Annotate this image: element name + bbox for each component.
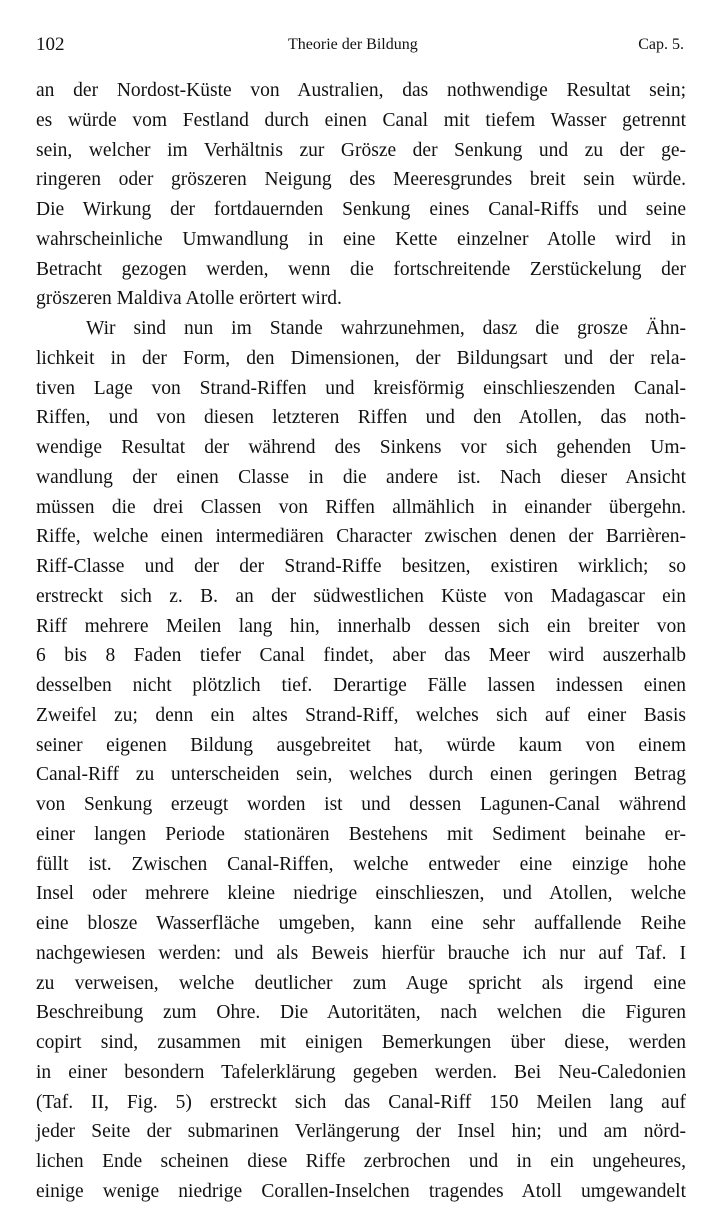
text-line: es würde vom Festland durch einen Canal mit tiefem Wasser getrennt	[36, 109, 686, 131]
paragraph-first-line: Wir sind nun im Stande wahrzunehmen, dasz die grosze Ähn-	[86, 318, 686, 339]
chapter-label: Cap. 5.	[638, 36, 684, 53]
text-line: an der Nordost-Küste von Australien, das nothwendige Resultat sein;	[36, 80, 686, 101]
running-header	[36, 28, 686, 60]
text-line: Riff-Classe und der der Strand-Riffe besitzen, existiren wirklich; so	[36, 556, 686, 577]
text-line: Riffe, welche einen intermediären Character zwischen denen der Barrièren-	[36, 526, 686, 548]
text-line: desselben nicht plötzlich tief. Derartige Fälle lassen indessen einen	[36, 675, 686, 696]
text-line: Canal-Riff zu unterscheiden sein, welches durch einen geringen Betrag	[36, 764, 686, 786]
text-line: wendige Resultat der während des Sinkens vor sich gehenden Um-	[36, 437, 686, 458]
text-line: lichkeit in der Form, den Dimensionen, der Bildungsart und der rela-	[36, 347, 686, 369]
text-line: Riff mehrere Meilen lang hin, innerhalb dessen sich ein breiter von	[36, 615, 686, 637]
text-line: zu verweisen, welche deutlicher zum Auge spricht als irgend eine	[36, 972, 686, 994]
text-line: einige wenige niedrige Corallen-Inselchen tragendes Atoll umgewandelt	[36, 1180, 686, 1202]
text-line: Riffen, und von diesen letzteren Riffen und den Atollen, das noth-	[36, 407, 686, 429]
text-line: 6 bis 8 Faden tiefer Canal findet, aber das Meer wird auszerhalb	[36, 645, 686, 667]
text-line: Beschreibung zum Ohre. Die Autoritäten, nach welchen die Figuren	[36, 1002, 686, 1024]
running-title: Theorie der Bildung	[288, 36, 418, 53]
text-line: (Taf. II, Fig. 5) erstreckt sich das Canal-Riff 150 Meilen lang auf	[36, 1091, 686, 1113]
text-line: seiner eigenen Bildung ausgebreitet hat, würde kaum von einem	[36, 734, 686, 756]
text-line: erstreckt sich z. B. an der südwestlichen Küste von Madagascar ein	[36, 585, 686, 607]
body-text	[36, 76, 686, 1207]
text-line: eine blosze Wasserfläche umgeben, kann eine sehr auffallende Reihe	[36, 913, 686, 934]
text-line: sein, welcher im Verhältnis zur Grösze der Senkung und zu der ge-	[36, 139, 686, 161]
text-line: Insel oder mehrere kleine niedrige einschlieszen, und Atollen, welche	[36, 883, 686, 905]
text-line: lichen Ende scheinen diese Riffe zerbrochen und in ein ungeheures,	[36, 1151, 686, 1172]
text-line: copirt sind, zusammen mit einigen Bemerkungen über diese, werden	[36, 1032, 686, 1053]
book-page	[36, 28, 686, 1207]
text-line: ringeren oder gröszeren Neigung des Meeresgrundes breit sein würde.	[36, 169, 686, 191]
text-line: Zweifel zu; denn ein altes Strand-Riff, welches sich auf einer Basis	[36, 704, 686, 726]
text-line: jeder Seite der submarinen Verlängerung der Insel hin; und am nörd-	[36, 1121, 686, 1143]
text-line: wandlung der einen Classe in die andere ist. Nach dieser Ansicht	[36, 466, 686, 488]
text-line: wahrscheinliche Umwandlung in eine Kette einzelner Atolle wird in	[36, 228, 686, 250]
text-line: von Senkung erzeugt worden ist und dessen Lagunen-Canal während	[36, 794, 686, 815]
text-line: müssen die drei Classen von Riffen allmählich in einander übergehn.	[36, 496, 686, 518]
text-line: in einer besondern Tafelerklärung gegeben werden. Bei Neu-Caledonien	[36, 1061, 686, 1083]
text-line: Die Wirkung der fortdauernden Senkung eines Canal-Riffs und seine	[36, 199, 686, 220]
text-line: Betracht gezogen werden, wenn die fortschreitende Zerstückelung der	[36, 258, 686, 280]
text-line: nachgewiesen werden: und als Beweis hierfür brauche ich nur auf Taf. I	[36, 942, 686, 964]
text-line: tiven Lage von Strand-Riffen und kreisförmig einschlieszenden Canal-	[36, 377, 686, 399]
paragraph-last-line: gröszeren Maldiva Atolle erörtert wird.	[36, 288, 342, 310]
text-line: einer langen Periode stationären Bestehens mit Sediment beinahe er-	[36, 823, 686, 845]
text-line: füllt ist. Zwischen Canal-Riffen, welche entweder eine einzige hohe	[36, 853, 686, 875]
page-number: 102	[36, 34, 65, 55]
